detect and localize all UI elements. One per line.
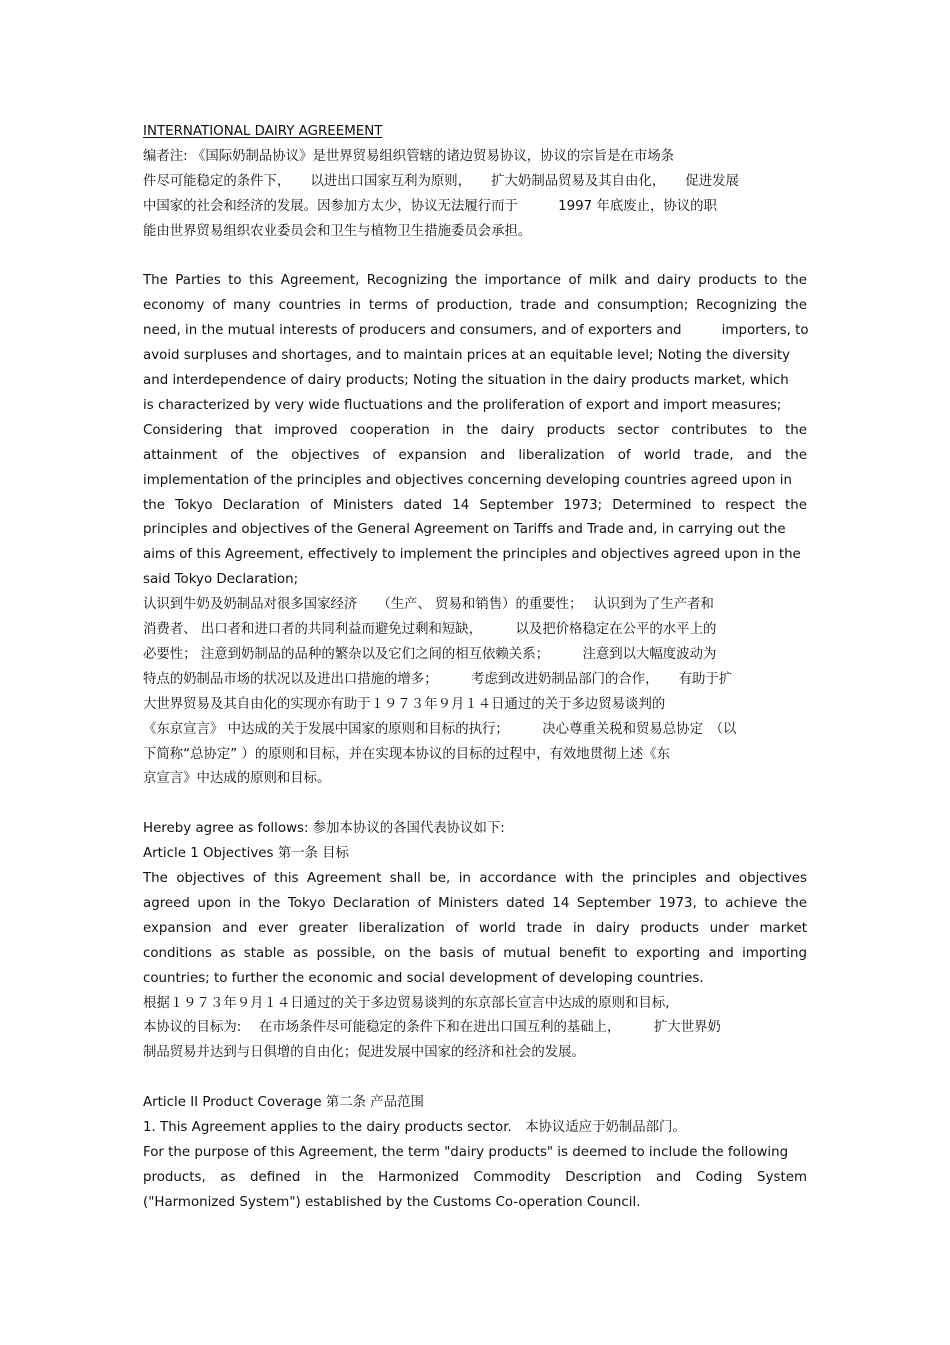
article-2-line: ("Harmonized System") established by the Customs Co-operation Council. xyxy=(143,1194,641,1210)
preamble-zh-line: 特点的奶制品市场的状况以及进出口措施的增多； 考虑到改进奶制品部门的合作， 有助于扩 xyxy=(143,671,733,687)
preamble-en-line: The Parties to this Agreement, Recognizing the importance of milk and dairy products to the xyxy=(143,273,807,289)
paragraph-gap xyxy=(143,792,807,817)
preamble-en-line: implementation of the principles and objectives concerning developing countries agreed upon in xyxy=(143,472,792,488)
preamble-en-line: aims of this Agreement, effectively to implement the principles and objectives agreed upon in the xyxy=(143,547,801,563)
article-2-line: 1. This Agreement applies to the dairy products sector. 本协议适应于奶制品部门。 xyxy=(143,1120,686,1136)
article-1-en-line: conditions as stable as possible, on the basis of mutual benefit to exporting and importing xyxy=(143,945,807,961)
editor-note-line: 件尽可能稳定的条件下， 以进出口国家互利为原则， 扩大奶制品贸易及其自由化， 促进发展 xyxy=(143,173,739,189)
preamble-en-line: and interdependence of dairy products; Noting the situation in the dairy products market, which xyxy=(143,373,789,389)
preamble-en-line: attainment of the objectives of expansion and liberalization of world trade, and the xyxy=(143,447,807,463)
article-1-en-line: expansion and ever greater liberalization of world trade in dairy products under market xyxy=(143,920,807,936)
paragraph-gap xyxy=(143,245,807,270)
paragraph-gap xyxy=(143,1066,807,1091)
preamble-en-line: avoid surpluses and shortages, and to maintain prices at an equitable level; Noting the diversity xyxy=(143,348,791,364)
document-title: INTERNATIONAL DAIRY AGREEMENT xyxy=(143,124,383,139)
preamble-zh-line: 认识到牛奶及奶制品对很多国家经济 （生产、 贸易和销售）的重要性； 认识到为了生产者和 xyxy=(143,597,714,613)
preamble-en-line: principles and objectives of the General Agreement on Tariffs and Trade and, in carrying out the xyxy=(143,522,786,538)
article-1-zh-line: 制品贸易并达到与日俱增的自由化；促进发展中国家的经济和社会的发展。 xyxy=(143,1045,585,1061)
preamble-zh-line: 下简称“总协定” ）的原则和目标，并在实现本协议的目标的过程中，有效地贯彻上述《东 xyxy=(143,746,670,762)
preamble-zh-line: 《东京宣言》 中达成的关于发展中国家的原则和目标的执行； 决心尊重关税和贸易总协定 （以 xyxy=(143,721,737,737)
agree-statement: Hereby agree as follows: 参加本协议的各国代表协议如下: xyxy=(143,821,505,837)
preamble-en-line: need, in the mutual interests of producers and consumers, and of exporters and importers, to xyxy=(143,323,809,339)
preamble-en-line: Considering that improved cooperation in the dairy products sector contributes to the xyxy=(143,422,807,438)
preamble-en-line: economy of many countries in terms of production, trade and consumption; Recognizing the xyxy=(143,298,807,314)
article-1-english xyxy=(143,867,807,991)
article-2-line: For the purpose of this Agreement, the term "dairy products" is deemed to include the following xyxy=(143,1144,789,1160)
preamble-zh-line: 大世界贸易及其自由化的实现亦有助于１９７３年９月１４日通过的关于多边贸易谈判的 xyxy=(143,696,666,712)
article-1-zh-line: 根据１９７３年９月１４日通过的关于多边贸易谈判的东京部长宣言中达成的原则和目标, xyxy=(143,995,670,1011)
preamble-zh-line: 京宣言》中达成的原则和目标。 xyxy=(143,771,331,787)
editor-note-line: 编者注: 《国际奶制品协议》是世界贸易组织管辖的诸边贸易协议，协议的宗旨是在市场条 xyxy=(143,148,674,164)
editor-note-line: 能由世界贸易组织农业委员会和卫生与植物卫生措施委员会承担。 xyxy=(143,223,532,239)
document-page xyxy=(143,120,807,1216)
article-2-heading: Article II Product Coverage 第二条 产品范围 xyxy=(143,1095,424,1111)
article-1-en-line: countries; to further the economic and social development of developing countries. xyxy=(143,970,704,986)
article-1-zh-line: 本协议的目标为: 在市场条件尽可能稳定的条件下和在进出口国互利的基础上， 扩大世界奶 xyxy=(143,1020,721,1036)
preamble-english xyxy=(143,269,807,593)
preamble-en-line: the Tokyo Declaration of Ministers dated 14 September 1973; Determined to respect the xyxy=(143,497,807,513)
editor-note xyxy=(143,145,807,245)
preamble-zh-line: 消费者、 出口者和进口者的共同利益而避免过剩和短缺， 以及把价格稳定在公平的水平上的 xyxy=(143,622,717,638)
editor-note-line: 中国家的社会和经济的发展。因参加方太少，协议无法履行而于 1997 年底废止，协议的职 xyxy=(143,198,717,214)
preamble-en-line: is characterized by very wide fluctuations and the proliferation of export and import measures; xyxy=(143,397,782,413)
preamble-chinese xyxy=(143,593,807,792)
article-2-line: products, as defined in the Harmonized Commodity Description and Coding System xyxy=(143,1169,807,1185)
preamble-en-line: said Tokyo Declaration; xyxy=(143,572,299,588)
article-1-en-line: The objectives of this Agreement shall be, in accordance with the principles and objectives xyxy=(143,871,807,887)
preamble-zh-line: 必要性； 注意到奶制品的品种的繁杂以及它们之间的相互依赖关系； 注意到以大幅度波动为 xyxy=(143,646,717,662)
article-1-heading: Article 1 Objectives 第一条 目标 xyxy=(143,846,349,862)
article-2-body xyxy=(143,1116,807,1216)
article-1-chinese xyxy=(143,992,807,1067)
article-1-en-line: agreed upon in the Tokyo Declaration of Ministers dated 14 September 1973, to achieve the xyxy=(143,895,807,911)
